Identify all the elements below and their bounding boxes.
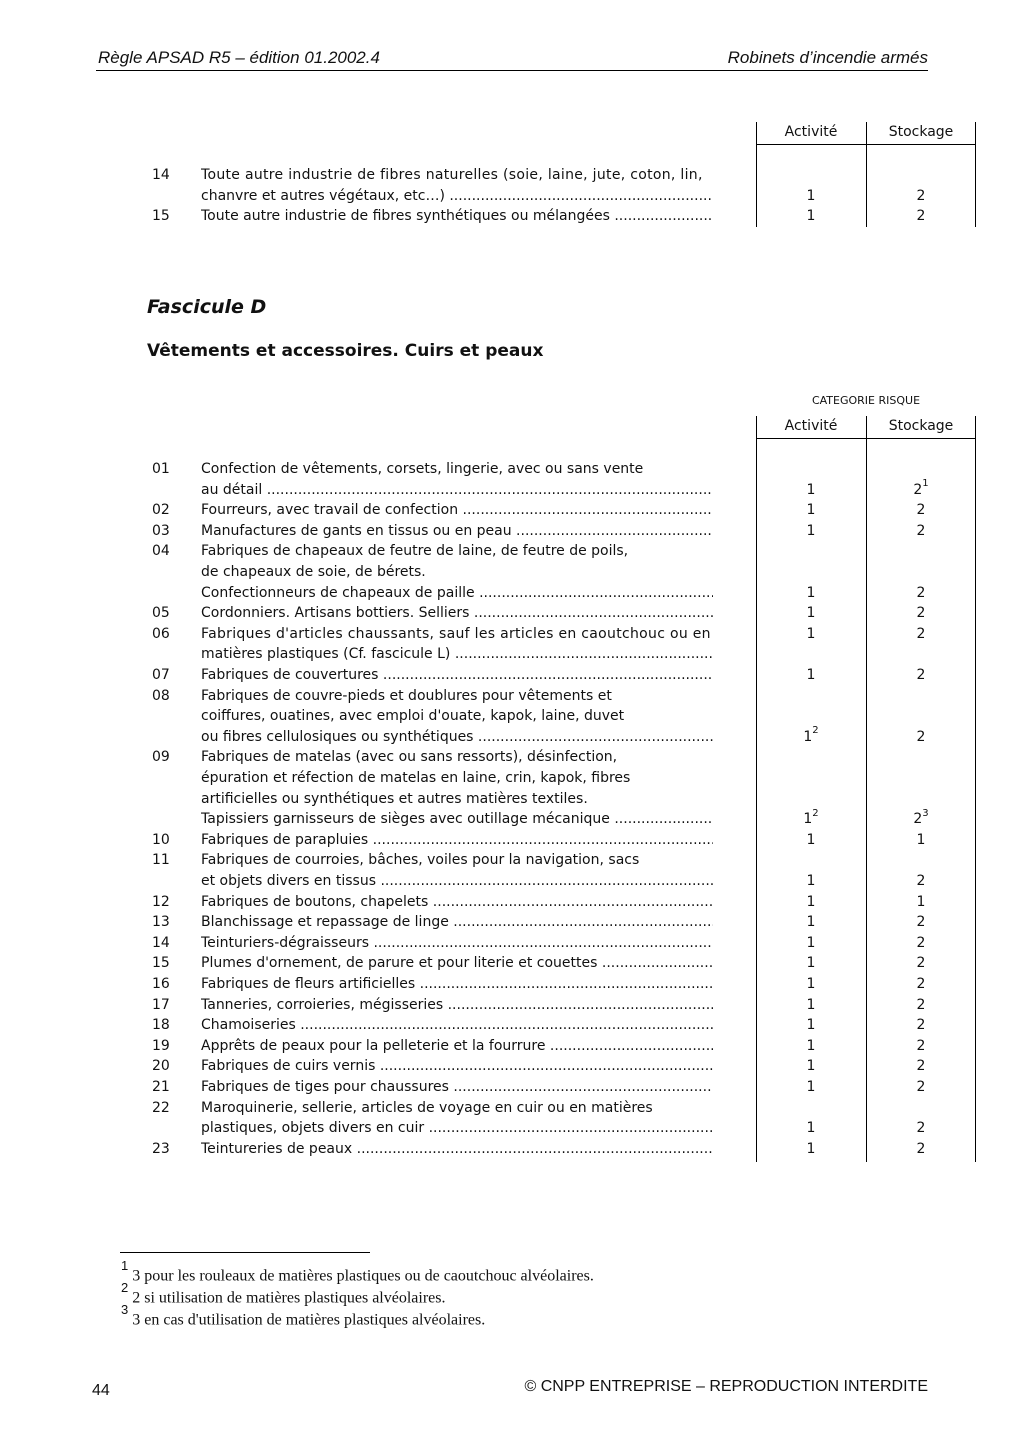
row-description: plastiques, objets divers en cuir ..... xyxy=(201,1118,713,1138)
row-number: 12 xyxy=(152,893,170,910)
row-number: 01 xyxy=(152,461,170,477)
activite-value: 1 xyxy=(806,1120,816,1137)
row-description: épuration et réfection de matelas en laine, crin, kapok, fibres xyxy=(201,770,631,786)
row-number: 14 xyxy=(152,934,170,951)
risk-category-table xyxy=(146,416,976,1162)
row-description: Toute autre industrie de fibres synthétiques ou mélangées ..... xyxy=(201,206,713,226)
stockage-value: 2 xyxy=(916,1037,926,1054)
table-row xyxy=(146,1056,976,1076)
stockage-value: 1 xyxy=(916,831,926,848)
stockage-value: $2^1$ xyxy=(913,477,929,498)
footnote-separator xyxy=(120,1252,370,1253)
row-number: 15 xyxy=(152,208,170,225)
activite-value: 1 xyxy=(806,208,816,225)
table-row xyxy=(146,562,976,582)
row-number: 20 xyxy=(152,1058,170,1075)
table-row xyxy=(146,1015,976,1035)
footnote: $^2$2 si utilisation de matières plastiques alvéolaires. xyxy=(121,1280,446,1307)
row-description: artificielles ou synthétiques et autres matières textiles. xyxy=(201,790,588,807)
table-row xyxy=(146,974,976,994)
row-description: Fourreurs, avec travail de confection ..... xyxy=(201,500,713,520)
table-row xyxy=(146,768,976,788)
table-row xyxy=(146,583,976,603)
stockage-value: 2 xyxy=(916,208,926,225)
row-number: 23 xyxy=(152,1140,170,1157)
table-row xyxy=(146,850,976,870)
stockage-value: 2 xyxy=(916,667,926,683)
table-row xyxy=(146,665,976,685)
table-row xyxy=(146,747,976,767)
table-row xyxy=(146,603,976,623)
continuation-table xyxy=(146,122,976,227)
row-number: 19 xyxy=(152,1037,170,1054)
row-description: Toute autre industrie de fibres naturelles (soie, laine, jute, coton, lin, xyxy=(201,167,703,183)
row-description: Tapissiers garnisseurs de sièges avec outillage mécanique ..... xyxy=(201,809,713,829)
row-description: Cordonniers. Artisans bottiers. Selliers ..... xyxy=(201,603,713,623)
row-number: 21 xyxy=(152,1079,170,1095)
row-number: 13 xyxy=(152,914,170,931)
row-description: Fabriques de boutons, chapelets ..... xyxy=(201,892,713,912)
row-description: Maroquinerie, sellerie, articles de voyage en cuir ou en matières xyxy=(201,1099,653,1116)
footnote-ref: 1 xyxy=(922,477,929,489)
row-number: 07 xyxy=(152,667,170,683)
table-row xyxy=(146,186,976,206)
page-number: 44 xyxy=(92,1382,110,1399)
table-row xyxy=(146,892,976,912)
column-header-stockage: Stockage xyxy=(888,124,954,140)
header-document-title: Robinets d’incendie armés xyxy=(727,48,928,67)
row-number: 18 xyxy=(152,1017,170,1034)
table-row xyxy=(146,912,976,932)
activite-value: 1 xyxy=(806,1079,816,1095)
stockage-value: 2 xyxy=(916,955,926,972)
row-number: 03 xyxy=(152,522,170,539)
row-description: Fabriques de couvertures ..... xyxy=(201,665,713,685)
footnote-ref: 3 xyxy=(922,807,929,819)
stockage-value: 2 xyxy=(916,873,926,889)
stockage-value: 2 xyxy=(916,605,926,622)
table-row xyxy=(146,541,976,561)
stockage-value: 1 xyxy=(916,893,926,910)
table-row xyxy=(146,789,976,809)
table-row xyxy=(146,1077,976,1097)
table-row xyxy=(146,521,976,541)
column-header-activite: Activité xyxy=(784,418,838,434)
table-row xyxy=(146,624,976,644)
stockage-value: $2^3$ xyxy=(913,807,929,828)
table-row xyxy=(146,644,976,664)
footnote: $^1$3 pour les rouleaux de matières plastiques ou de caoutchouc alvéolaires. xyxy=(121,1258,594,1285)
activite-value: 1 xyxy=(806,1037,816,1054)
activite-value: 1 xyxy=(806,667,816,683)
column-header-stockage: Stockage xyxy=(888,418,954,434)
activite-value: 1 xyxy=(806,955,816,972)
row-description: Chamoiseries ..... xyxy=(201,1015,713,1035)
row-description: matières plastiques (Cf. fascicule L) ..... xyxy=(201,644,713,664)
column-header-activite: Activité xyxy=(784,124,838,140)
activite-value: $1^2$ xyxy=(803,725,819,745)
row-description: Fabriques de courroies, bâches, voiles pour la navigation, sacs xyxy=(201,852,640,869)
stockage-value: 2 xyxy=(916,1120,926,1137)
activite-value: 1 xyxy=(806,625,816,642)
row-number: 17 xyxy=(152,996,170,1013)
activite-value: 1 xyxy=(806,996,816,1013)
row-description: ou fibres cellulosiques ou synthétiques ..... xyxy=(201,727,713,747)
row-description: Fabriques de parapluies ..... xyxy=(201,830,713,850)
table-row xyxy=(146,706,976,726)
row-description: Fabriques d'articles chaussants, sauf les articles en caoutchouc ou en xyxy=(201,625,711,642)
stockage-value: 2 xyxy=(916,584,926,601)
activite-value: 1 xyxy=(806,873,816,889)
stockage-value: 2 xyxy=(916,502,926,519)
activite-value: 1 xyxy=(806,831,816,848)
table-row xyxy=(146,1036,976,1056)
table-row xyxy=(146,459,976,479)
activite-value: 1 xyxy=(806,893,816,910)
activite-value: 1 xyxy=(806,1140,816,1157)
fascicule-subtitle: Vêtements et accessoires. Cuirs et peaux xyxy=(147,341,544,361)
header-document-ref: Règle APSAD R5 – édition 01.2002.4 xyxy=(98,48,380,67)
row-number: 15 xyxy=(152,955,170,972)
row-description: coiffures, ouatines, avec emploi d'ouate, kapok, laine, duvet xyxy=(201,708,625,725)
stockage-value: 2 xyxy=(916,976,926,992)
stockage-value: 2 xyxy=(916,187,926,204)
stockage-value: 2 xyxy=(916,1058,926,1075)
row-description: Tanneries, corroieries, mégisseries ..... xyxy=(201,995,713,1015)
row-description: Fabriques de fleurs artificielles ..... xyxy=(201,974,713,994)
table-row xyxy=(146,500,976,520)
row-number: 04 xyxy=(152,543,170,560)
row-description: Manufactures de gants en tissus ou en peau ..... xyxy=(201,521,713,541)
row-description: au détail ..... xyxy=(201,480,713,500)
row-number: 14 xyxy=(152,167,170,183)
footnote-ref: 2 xyxy=(812,725,819,737)
row-number: 09 xyxy=(152,749,170,766)
stockage-value: 2 xyxy=(916,625,926,642)
activite-value: 1 xyxy=(806,914,816,931)
row-description: Confectionneurs de chapeaux de paille ..... xyxy=(201,583,713,603)
row-number: 10 xyxy=(152,831,170,848)
row-number: 22 xyxy=(152,1099,170,1116)
table-row xyxy=(146,206,976,226)
activite-value: 1 xyxy=(806,934,816,951)
row-number: 06 xyxy=(152,625,170,642)
row-description: Fabriques de cuirs vernis ..... xyxy=(201,1056,713,1076)
row-description: Apprêts de peaux pour la pelleterie et la fourrure ..... xyxy=(201,1036,713,1056)
table-row xyxy=(146,1139,976,1159)
row-description: Plumes d'ornement, de parure et pour literie et couettes ..... xyxy=(201,953,713,973)
table-row xyxy=(146,165,976,185)
table-row xyxy=(146,1118,976,1138)
stockage-value: 2 xyxy=(916,934,926,951)
stockage-value: 2 xyxy=(916,1140,926,1157)
row-description: et objets divers en tissus ..... xyxy=(201,871,713,891)
stockage-value: 2 xyxy=(916,914,926,931)
table-row xyxy=(146,830,976,850)
row-description: de chapeaux de soie, de bérets. xyxy=(201,564,426,580)
row-number: 11 xyxy=(152,852,170,869)
row-description: Fabriques de couvre-pieds et doublures pour vêtements et xyxy=(201,687,612,704)
stockage-value: 2 xyxy=(916,1079,926,1095)
stockage-value: 2 xyxy=(916,1017,926,1034)
footnote: $^3$3 en cas d'utilisation de matières plastiques alvéolaires. xyxy=(121,1302,486,1329)
row-description: Teinturiers-dégraisseurs ..... xyxy=(201,933,713,953)
row-description: Confection de vêtements, corsets, lingerie, avec ou sans vente xyxy=(201,461,644,477)
table-row xyxy=(146,727,976,747)
activite-value: 1 xyxy=(806,605,816,622)
table-row xyxy=(146,953,976,973)
row-description: Fabriques de matelas (avec ou sans ressorts), désinfection, xyxy=(201,749,618,766)
activite-value: 1 xyxy=(806,976,816,992)
table-row xyxy=(146,809,976,829)
fascicule-title: Fascicule D xyxy=(147,296,267,318)
activite-value: 1 xyxy=(806,1017,816,1034)
activite-value: 1 xyxy=(806,522,816,539)
activite-value: 1 xyxy=(806,187,816,204)
row-number: 16 xyxy=(152,976,170,992)
activite-value: 1 xyxy=(806,502,816,519)
stockage-value: 2 xyxy=(916,996,926,1013)
table-row xyxy=(146,477,976,500)
table-row xyxy=(146,686,976,706)
table-row xyxy=(146,995,976,1015)
row-description: chanvre et autres végétaux, etc…) ..... xyxy=(201,186,713,206)
footnote-ref: 2 xyxy=(812,807,819,819)
stockage-value: 2 xyxy=(916,522,926,539)
row-description: Teintureries de peaux ..... xyxy=(201,1139,713,1159)
row-description: Fabriques de chapeaux de feutre de laine, de feutre de poils, xyxy=(201,543,629,560)
row-description: Fabriques de tiges pour chaussures ..... xyxy=(201,1077,713,1097)
row-description: Blanchissage et repassage de linge ..... xyxy=(201,912,713,932)
activite-value: 1 xyxy=(806,1058,816,1075)
category-risk-label: CATEGORIE RISQUE xyxy=(811,394,921,407)
activite-value: 1 xyxy=(806,481,816,498)
row-number: 05 xyxy=(152,605,170,622)
table-row xyxy=(146,871,976,891)
table-row xyxy=(146,933,976,953)
activite-value: $1^2$ xyxy=(803,807,819,828)
row-number: 02 xyxy=(152,502,170,519)
page-header xyxy=(96,48,928,71)
copyright-notice: © CNPP ENTREPRISE – REPRODUCTION INTERDITE xyxy=(524,1378,928,1395)
row-number: 08 xyxy=(152,687,170,704)
activite-value: 1 xyxy=(806,584,816,601)
footnotes xyxy=(121,1258,594,1329)
table-row xyxy=(146,1098,976,1118)
stockage-value: 2 xyxy=(916,728,926,745)
